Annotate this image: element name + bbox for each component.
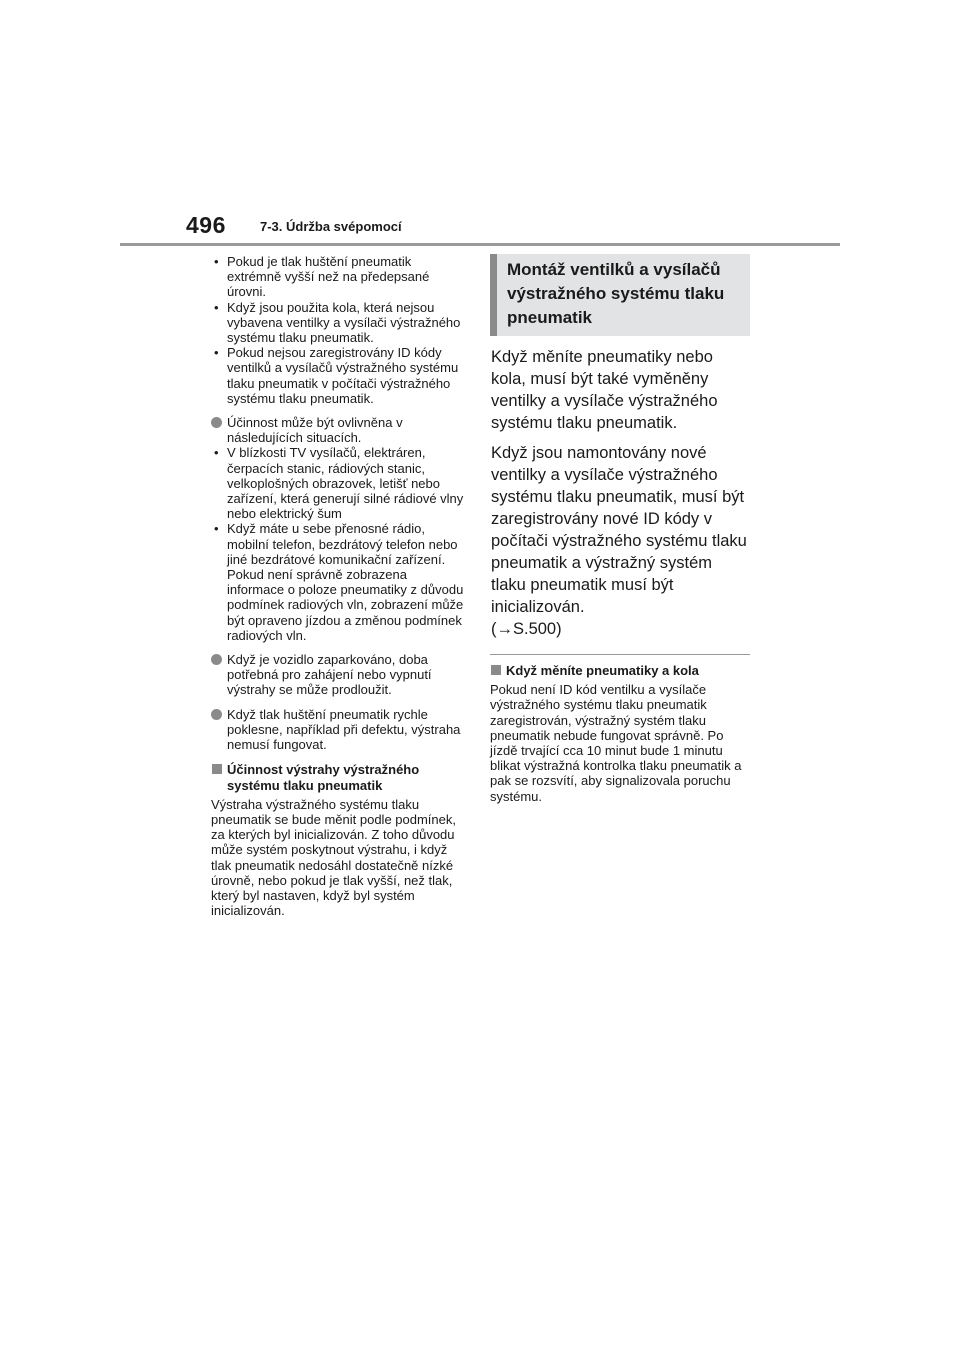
subheading-text: Účinnost výstrahy výstražného systému tlaku pneumatik — [227, 762, 420, 793]
square-bullet-icon — [491, 665, 501, 675]
list-item: • V blízkosti TV vysílačů, elektráren, čerpacích stanic, rádiových stanic, velkoplošných obrazovek, letišť nebo zařízení, která generují silné rádiové vlny nebo elektrický šum — [211, 445, 467, 521]
list-item: • Když jsou použita kola, která nejsou vybavena ventilky a vysílači výstražného systému tlaku pneumatik. — [211, 300, 467, 346]
left-column — [211, 254, 467, 918]
paragraph: Když měníte pneumatiky nebo kola, musí být také vyměněny ventilky a vysílače výstražného systému tlaku pneumatik. — [491, 348, 718, 432]
circle-item-text: Když tlak huštění pneumatik rychle poklesne, například při defektu, výstraha nemusí fungovat. — [227, 706, 461, 753]
circle-item-text: Účinnost může být ovlivněna v následujících situacích. — [227, 415, 403, 446]
paragraph: Výstraha výstražného systému tlaku pneumatik se bude měnit podle podmínek, za kterých byl inicializován. Z toho důvodu může systém poskytnout výstrahu, i když tlak pneumatik nedosáhl dostatečně nízké úrovně, nebo pokud je tlak vyšší, než tlak, který byl nastaven, když byl systém inicializován. — [211, 796, 456, 919]
page-header — [0, 0, 960, 250]
circle-item-parked — [211, 652, 467, 698]
section-title: 7-3. Údržba svépomocí — [260, 219, 402, 234]
callout-heading: Montáž ventilků a vysílačů výstražného systému tlaku pneumatik — [490, 254, 750, 336]
circle-bullet-icon — [211, 654, 222, 665]
right-column — [490, 254, 750, 804]
circle-bullet-icon — [211, 709, 222, 720]
paragraph — [491, 442, 750, 640]
page-reference: (→S.500) — [491, 620, 562, 638]
paragraph-text: Když jsou namontovány nové ventilky a vysílače výstražného systému tlaku pneumatik, musí být zaregistrovány nové ID kódy v počítači výstražného systému tlaku pneumatik a výstražný systém tlaku pneumatik musí být inicializován. — [491, 444, 747, 616]
circle-item-effectiveness — [211, 415, 467, 445]
right-subsection — [490, 663, 750, 804]
header-divider — [120, 243, 840, 246]
square-bullet-icon — [212, 764, 222, 774]
list-item: • Pokud nejsou zaregistrovány ID kódy ventilků a vysílačů výstražného systému tlaku pneumatik v počítači výstražného systému tlaku pneumatik. — [211, 345, 467, 406]
subheading-warning-effectiveness — [211, 762, 467, 792]
list-item-note: Pokud není správně zobrazena informace o poloze pneumatiky z důvodu podmínek radiových vln, zobrazení může být opraveno jízdou a změnou podmínek radiových vln. — [227, 567, 464, 643]
subheading-text: Když měníte pneumatiky a kola — [506, 663, 699, 678]
sub-block — [211, 445, 467, 643]
bullet-list-top — [211, 254, 467, 406]
body-text — [491, 346, 750, 640]
subheading-changing-tires — [490, 663, 750, 678]
list-item-text: Když máte u sebe přenosné rádio, mobilní telefon, bezdrátový telefon nebo jiné bezdrátové komunikační zařízení. — [227, 521, 458, 567]
circle-item-text: Když je vozidlo zaparkováno, doba potřebná pro zahájení nebo vypnutí výstrahy se může prodloužit. — [227, 652, 432, 698]
list-item: • Pokud je tlak huštění pneumatik extrémně vyšší než na předepsané úrovni. — [211, 254, 467, 300]
circle-bullet-icon — [211, 417, 222, 428]
circle-item-pressure-drop — [211, 707, 467, 753]
paragraph: Pokud není ID kód ventilku a vysílače výstražného systému tlaku pneumatik zaregistrován, výstražný systém tlaku pneumatik nebude fungovat správně. Po jízdě trvající cca 10 minut bude 1 minutu blikat výstražná kontrolka tlaku pneumatik a pak se rozsvítí, aby signalizovala poruchu systému. — [490, 682, 742, 804]
list-item — [211, 521, 467, 643]
page-number: 496 — [186, 212, 226, 238]
section-divider — [490, 654, 750, 655]
bullet-list-situations — [211, 445, 467, 643]
